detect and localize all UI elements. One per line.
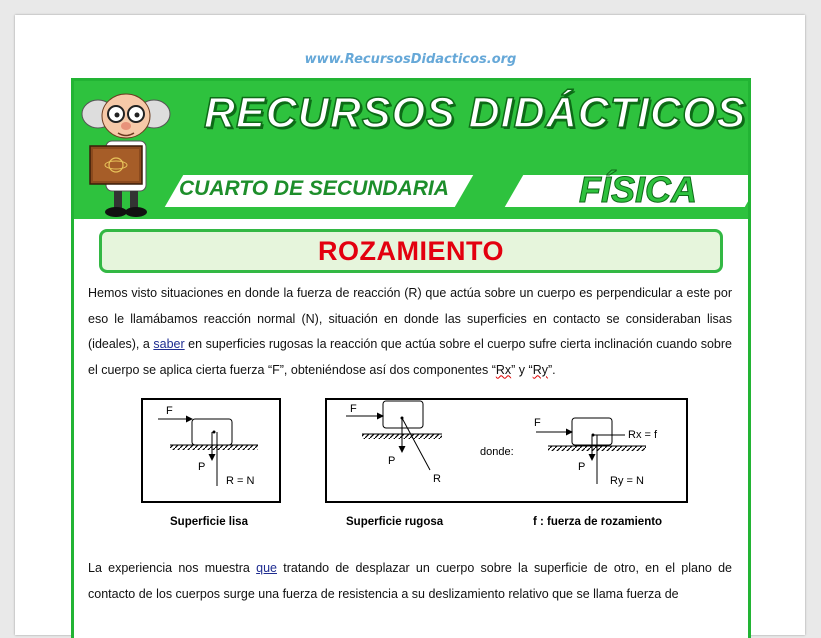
label-p: P	[578, 461, 586, 473]
diagram-smooth	[142, 399, 280, 502]
text-run: ”.	[547, 362, 556, 377]
label-p: P	[198, 461, 206, 473]
subject-label: FÍSICA	[579, 169, 698, 210]
link-que[interactable]: que	[256, 561, 277, 575]
site-url[interactable]: www.RecursosDidacticos.org	[304, 52, 517, 67]
label-f: F	[166, 405, 173, 417]
text-run: La experiencia nos muestra	[88, 561, 257, 575]
label-ry: Ry = N	[610, 475, 644, 487]
label-rn: R = N	[226, 475, 255, 487]
paragraph-intro	[88, 281, 732, 383]
caption-legend: f : fuerza de rozamiento	[533, 516, 663, 528]
label-f: F	[350, 403, 357, 415]
label-donde: donde:	[480, 446, 514, 458]
caption-rough: Superficie rugosa	[346, 516, 444, 528]
label-r: R	[433, 473, 441, 485]
text-run: tratando de desplazar un cuerpo sobre la superficie de otro, en el plano de contacto de los cuerpos surge una fuerza de resistencia a su deslizamiento relativo que se llama fuerza de	[88, 561, 733, 601]
grade-label: CUARTO DE SECUNDARIA	[179, 177, 449, 200]
component-rx: Rx	[495, 362, 512, 377]
component-ry: Ry	[532, 362, 548, 377]
label-f: F	[534, 417, 541, 429]
brand-title: RECURSOS DIDÁCTICOS	[204, 89, 747, 137]
document-title: ROZAMIENTO	[318, 236, 504, 266]
diagram-rough	[326, 399, 687, 502]
link-saber[interactable]: saber	[153, 337, 185, 351]
label-rx: Rx = f	[628, 429, 658, 441]
paragraph-experience	[88, 556, 732, 607]
title-box	[99, 229, 723, 273]
text-run: en superficies rugosas la reacción que actúa sobre el cuerpo sufre cierta inclinación cuando sobre el cuerpo se aplica cierta fuerza “F”, obteniéndose así dos componentes “	[88, 337, 732, 377]
professor-mascot-icon	[76, 86, 176, 218]
text-run: ” y “	[511, 362, 533, 377]
text-run: Hemos visto situaciones en donde la fuerza de reacción (R) que actúa sobre un cuerpo es perpendicular a este por eso le llamábamos reacción normal (N), situación en donde las superficies en contacto se consideraban lisas (ideales), a	[88, 286, 732, 351]
label-p: P	[388, 455, 396, 467]
caption-smooth: Superficie lisa	[170, 516, 248, 528]
